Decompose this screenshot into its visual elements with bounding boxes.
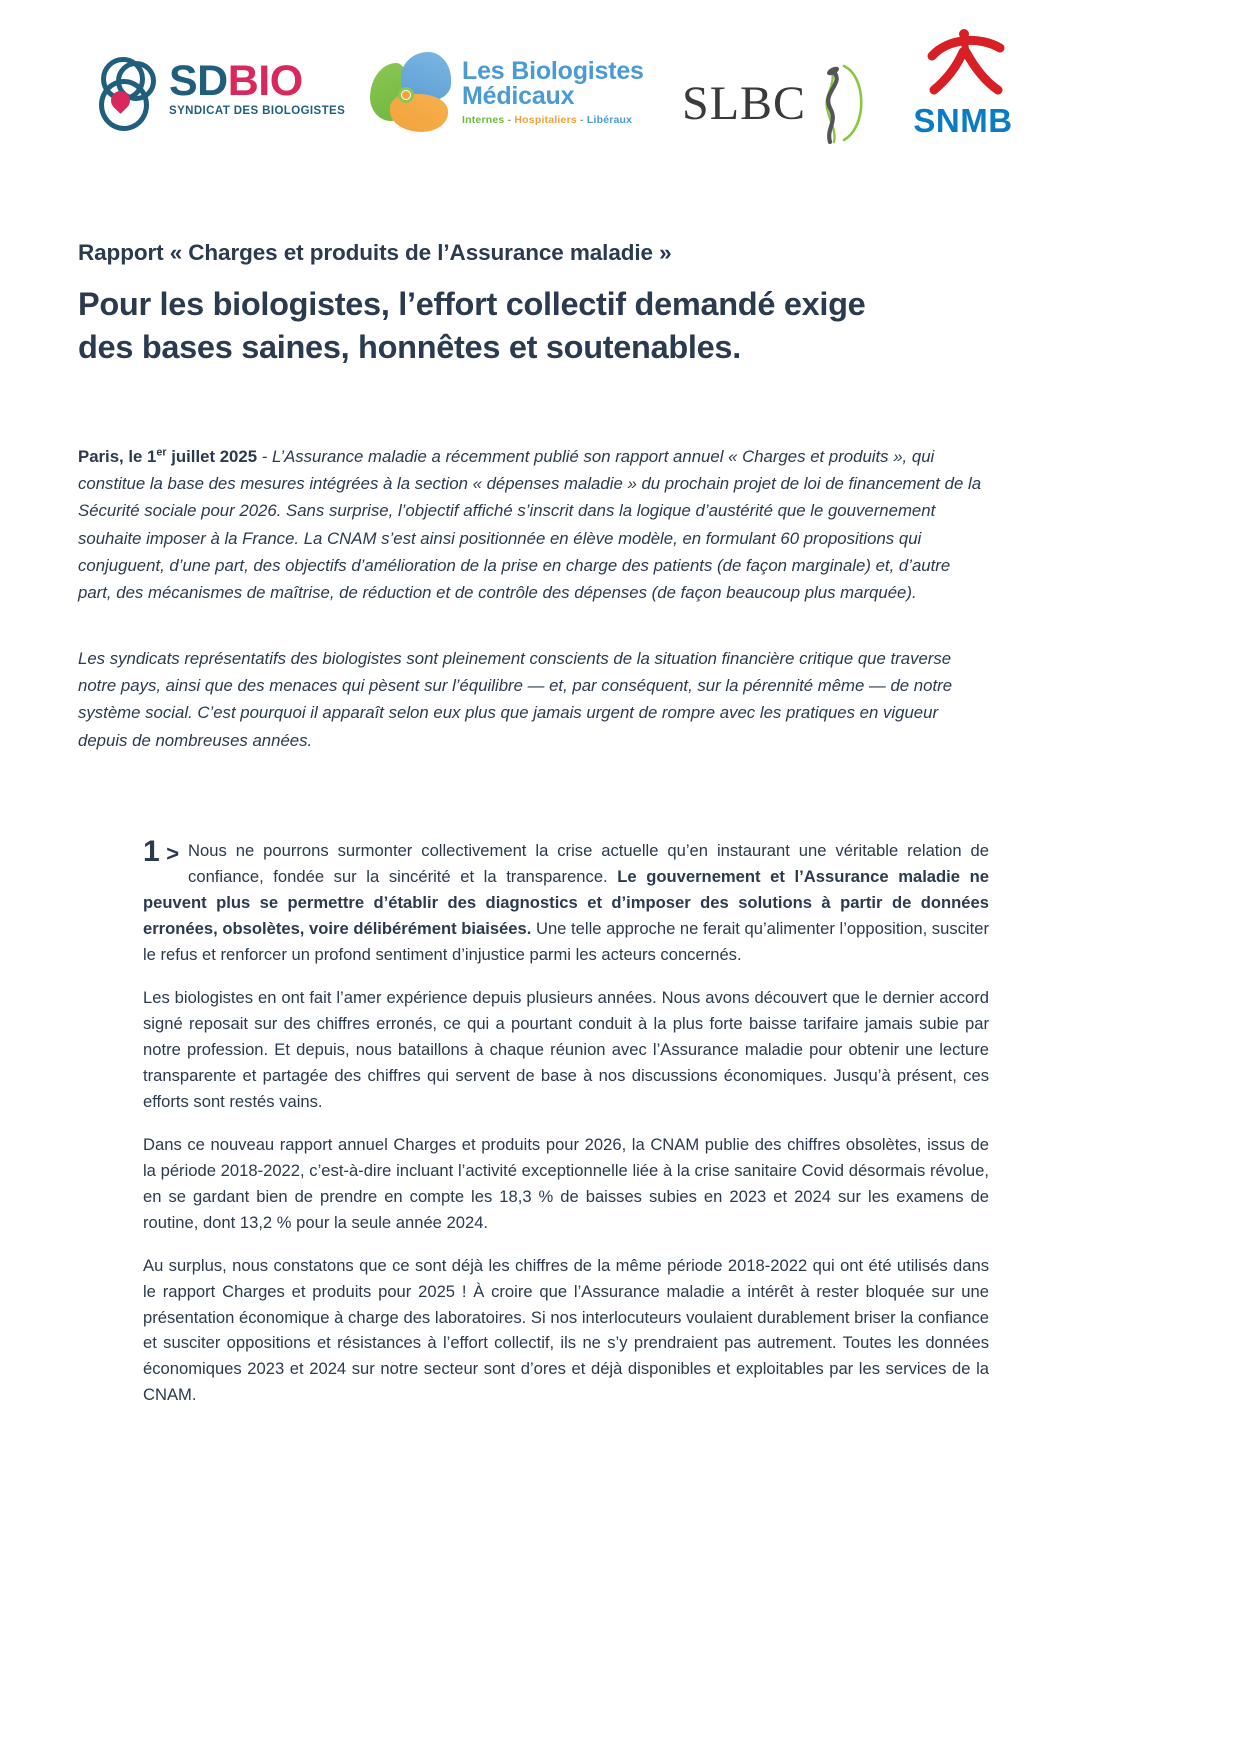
page-title [78,283,1058,369]
intro-paragraph-2 [78,645,988,754]
body-text: Au surplus, nous constatons que ce sont déjà les chiffres de la même période 2018-2022 qui ont été utilisés dans le rapport Charges et produits pour 2025 ! À croire que l’Assurance maladie a intérêt à rester bloquée sur une présentation économique à charge des laboratoires. Si nos interlocuteurs voulaient durablement briser la confiance et susciter oppositions et résistances à l’effort collectif, ils ne s’y prendraient pas autrement. Toutes les données économiques 2023 et 2024 sur notre secteur sont d’ores et déjà disponibles et exploitables par les services de la CNAM. [143,1255,989,1405]
intro-1-text: L’Assurance maladie a récemment publié son rapport annuel « Charges et produits », qui constitue la base des mesures intégrées à la section « dépenses maladie » du prochain projet de loi de financement de la Sécurité sociale pour 2026. Sans surprise, l’objectif affiché s’inscrit dans la logique d’austérité que le gouvernement souhaite imposer à la France. La CNAM s’est ainsi positionnée en élève modèle, en formulant 60 propositions qui conjuguent, d’une part, des objectifs d’amélioration de la prise en charge des patients (de façon marginale) et, d’autre part, des mécanismes de maîtrise, de réduction et de contrôle des dépenses (de façon beaucoup plus marquée). [78,447,982,603]
logo-sdbio [97,55,345,123]
lbm-tag-hospitaliers: Hospitaliers [514,113,577,126]
sdbio-word-bio: BIO [227,57,303,106]
dateline-superscript: er [156,446,167,459]
sdbio-word-sd: SD [169,57,228,106]
logo-slbc [682,62,872,144]
emphasis-text: Le gouvernement et l’Assurance maladie ne peuvent plus se permettre d’établir des diagnostics et d’imposer des solutions à partir de données erronées, obsolètes, voire délibérément biaisées. [143,866,989,938]
sdbio-tagline: SYNDICAT DES BIOLOGISTES [169,105,346,118]
dateline [78,447,257,466]
body-text: Les biologistes en ont fait l’amer expérience depuis plusieurs années. Nous avons découvert que le dernier accord signé reposait sur des chiffres erronés, ce qui a pourtant conduit à la plus forte baisse tarifaire jamais subie par notre profession. Et depuis, nous bataillons à chaque réunion avec l’Assurance maladie pour obtenir une lecture transparente et partagée des chiffres qui servent de base à nos discussions économiques. Jusqu’à présent, ces efforts sont restés vains. [143,987,989,1111]
lbm-wordmark [462,56,644,126]
snmb-figure-icon [908,28,1018,100]
paragraph [143,838,989,968]
sdbio-mark-icon [97,55,159,123]
lbm-line2: Médicaux [462,82,575,111]
section-1 [143,835,989,1425]
document-kicker: Rapport « Charges et produits de l’Assurance maladie » [78,240,672,265]
paragraph [143,1253,989,1409]
lbm-tag-sep-2: - [576,113,587,126]
body-text: Une telle approche ne ferait qu’alimenter l’opposition, susciter le refus et renforcer un profond sentiment d’injustice parmi les acteurs concernés. [143,918,989,964]
chevron-right-icon: > [166,841,180,866]
header-logo-bar [0,0,1240,175]
body-text: Nous ne pourrons surmonter collectivement la crise actuelle qu’en instaurant une véritable relation de confiance, fondée sur la sincérité et la transparence. [188,841,989,886]
sdbio-wordmark [169,57,346,118]
lbm-tag-sep-1: - [504,113,515,126]
logo-snmb [908,28,1018,140]
dateline-prefix: Paris, le 1 [78,447,157,466]
dateline-dash: - [257,447,272,466]
lbm-tagline [462,115,644,126]
intro-paragraph-1 [78,443,988,606]
section-1-number: 1 [143,835,160,868]
section-1-body [143,838,989,1408]
logo-les-biologistes-medicaux [368,50,644,134]
slbc-wordmark: SLBC [682,76,807,130]
snmb-wordmark: SNMB [913,102,1013,139]
intro-2-text: Les syndicats représentatifs des biologistes sont pleinement conscients de la situation financière critique que traverse notre pays, ainsi que des menaces qui pèsent sur l’équilibre — et, par conséquent, sur la pérennité même — de notre système social. C’est pourquoi il apparaît selon eux plus que jamais urgent de rompre avec les pratiques en vigueur depuis de nombreuses années. [78,649,953,750]
lbm-tag-internes: Internes [462,113,505,126]
lbm-line1: Les Biologistes [462,56,644,85]
paragraph [143,1132,989,1236]
slbc-caduceus-icon [814,62,872,144]
headline-line-2: des bases saines, honnêtes et soutenables. [78,329,741,366]
lbm-tag-liberaux: Libéraux [586,113,633,126]
section-1-marker [143,835,180,868]
dateline-suffix: juillet 2025 [166,447,258,466]
body-text: Dans ce nouveau rapport annuel Charges et produits pour 2026, la CNAM publie des chiffres obsolètes, issus de la période 2018-2022, c’est-à-dire incluant l’activité exceptionnelle liée à la crise sanitaire Covid désormais révolue, en se gardant bien de prendre en compte les 18,3 % de baisses subies en 2023 et 2024 sur les examens de routine, dont 13,2 % pour la seule année 2024. [143,1134,989,1232]
headline-line-1: Pour les biologistes, l’effort collectif demandé exige [78,286,866,322]
paragraph [143,985,989,1115]
lbm-pinwheel-icon [368,50,452,134]
